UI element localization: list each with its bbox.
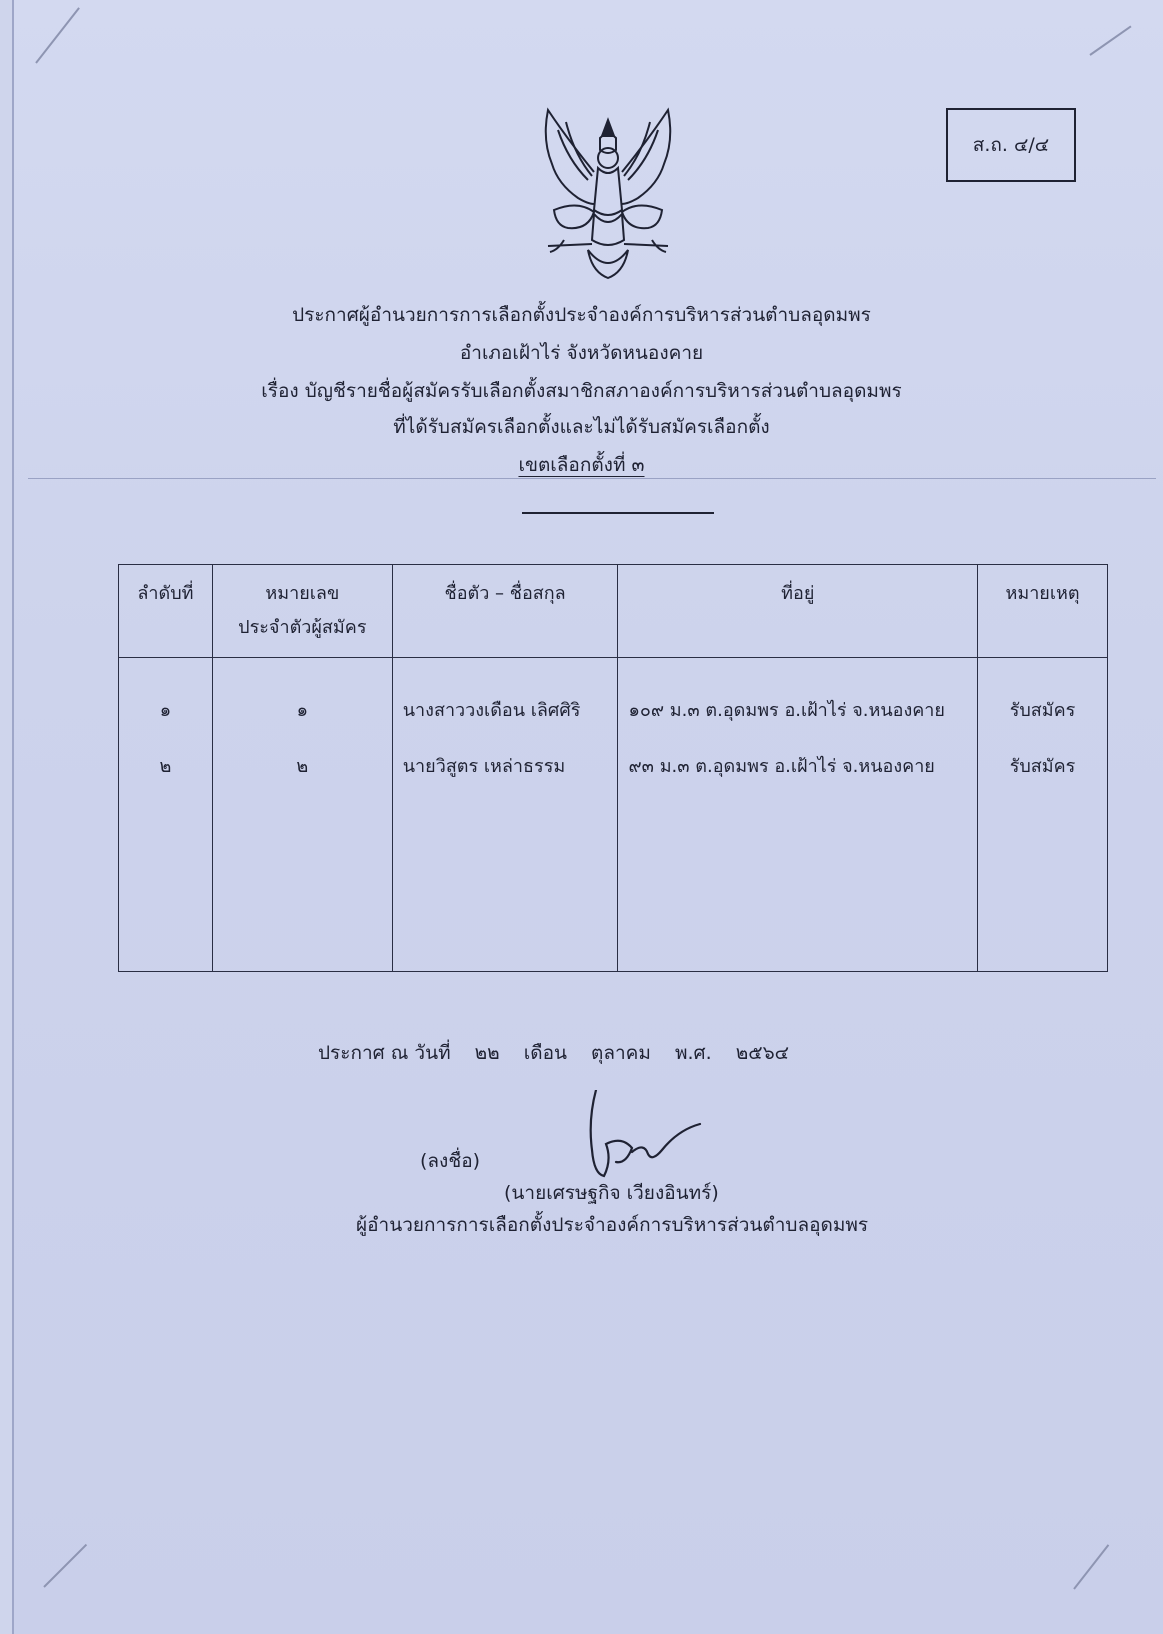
announcement-date xyxy=(318,1038,807,1068)
heading-district: เขตเลือกตั้งที่ ๓ xyxy=(518,454,645,476)
form-code: ส.ถ. ๔/๔ xyxy=(972,134,1050,156)
cell-remark: รับสมัคร xyxy=(978,734,1108,796)
signer-name: (นายเศรษฐกิจ เวียงอินทร์) xyxy=(504,1182,719,1204)
header-remark: หมายเหตุ xyxy=(978,565,1108,658)
heading-line-4: ที่ได้รับสมัครเลือกตั้งและไม่ได้รับสมัครเลือกตั้ง xyxy=(393,416,770,438)
garuda-emblem-icon xyxy=(528,100,688,290)
table-empty-row xyxy=(119,796,1108,972)
cell-number: ๒ xyxy=(212,734,392,796)
header-name: ชื่อตัว – ชื่อสกุล xyxy=(392,565,618,658)
cell-remark: รับสมัคร xyxy=(978,658,1108,735)
sign-label: (ลงชื่อ) xyxy=(420,1150,481,1172)
table-header-row xyxy=(119,565,1108,658)
form-code-box xyxy=(946,108,1076,182)
cell-name: นางสาววงเดือน เลิศศิริ xyxy=(392,658,618,735)
cell-address: ๑๐๙ ม.๓ ต.อุดมพร อ.เฝ้าไร่ จ.หนองคาย xyxy=(618,658,978,735)
table-row xyxy=(119,658,1108,735)
signer-title: ผู้อำนวยการการเลือกตั้งประจำองค์การบริหารส่วนตำบลอุดมพร xyxy=(356,1214,869,1236)
announce-prefix: ประกาศ ณ วันที่ xyxy=(318,1042,451,1064)
heading-line-1: ประกาศผู้อำนวยการการเลือกตั้งประจำองค์การบริหารส่วนตำบลอุดมพร xyxy=(292,304,871,326)
candidate-table xyxy=(118,564,1108,972)
header-order: ลำดับที่ xyxy=(119,565,213,658)
header-number-line-1: หมายเลข xyxy=(265,583,340,604)
divider xyxy=(522,512,714,514)
announce-month-label: เดือน xyxy=(523,1042,567,1064)
announce-year-label: พ.ศ. xyxy=(674,1042,712,1064)
cell-name: นายวิสูตร เหล่าธรรม xyxy=(392,734,618,796)
announce-day: ๒๒ xyxy=(474,1042,500,1064)
table-row xyxy=(119,734,1108,796)
cell-number: ๑ xyxy=(212,658,392,735)
header-number-line-2: ประจำตัวผู้สมัคร xyxy=(238,617,367,638)
heading-subject: เรื่อง บัญชีรายชื่อผู้สมัครรับเลือกตั้งสมาชิกสภาองค์การบริหารส่วนตำบลอุดมพร xyxy=(261,380,902,402)
header-address: ที่อยู่ xyxy=(618,565,978,658)
handwritten-signature xyxy=(582,1090,702,1180)
announce-month: ตุลาคม xyxy=(591,1042,651,1064)
cell-order: ๑ xyxy=(119,658,213,735)
heading-line-2: อำเภอเฝ้าไร่ จังหวัดหนองคาย xyxy=(459,342,704,364)
cell-order: ๒ xyxy=(119,734,213,796)
header-candidate-number xyxy=(212,565,392,658)
cell-address: ๙๓ ม.๓ ต.อุดมพร อ.เฝ้าไร่ จ.หนองคาย xyxy=(618,734,978,796)
fold-line xyxy=(28,478,1156,479)
announce-year: ๒๕๖๔ xyxy=(735,1042,790,1064)
